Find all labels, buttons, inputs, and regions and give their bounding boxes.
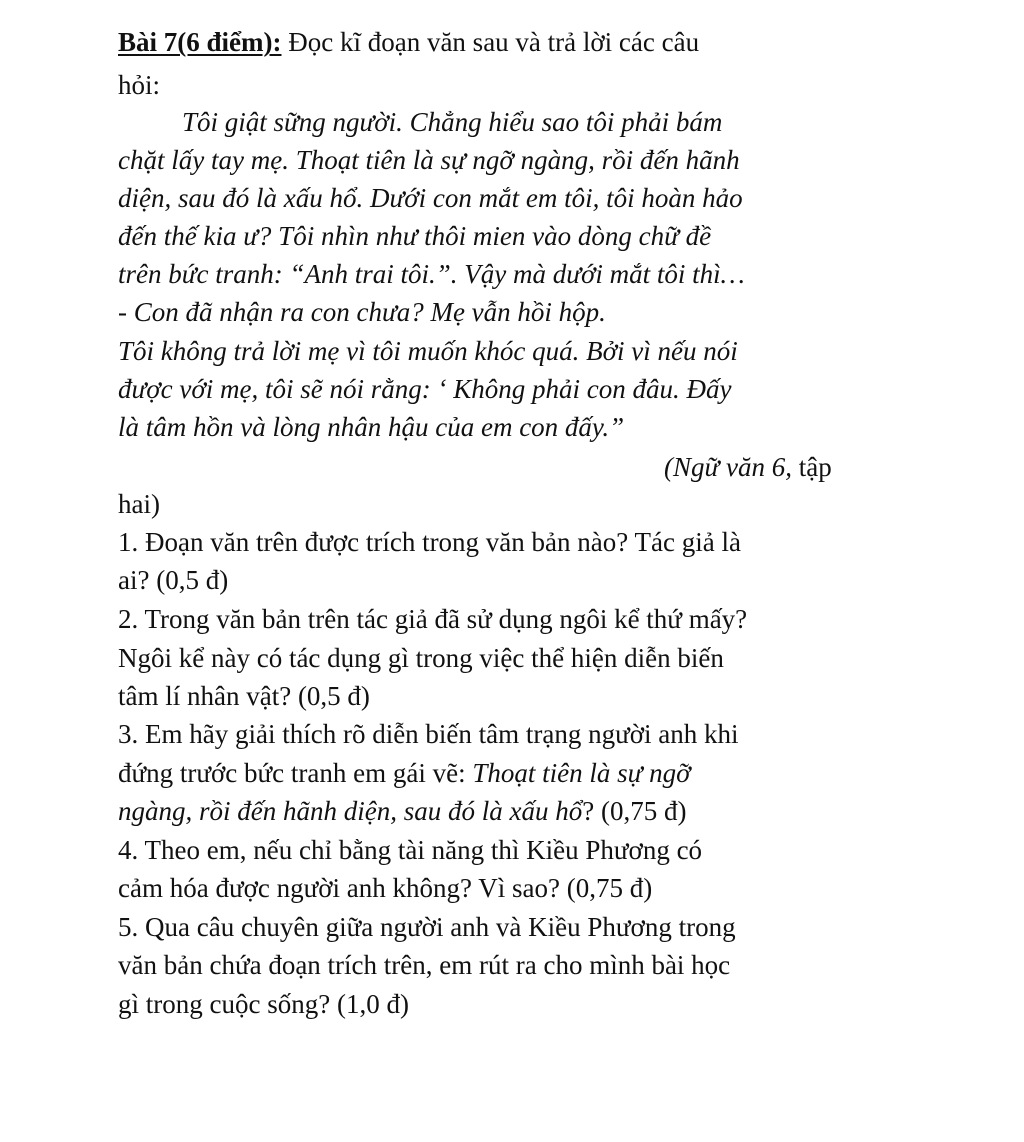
passage-dialogue-line: - Con đã nhận ra con chưa? Mẹ vẫn hồi hộp.: [118, 297, 606, 327]
exercise-heading-continuation: hỏi:: [118, 70, 161, 100]
passage-source: [664, 449, 832, 485]
question-3-quote: Thoạt tiên là sự ngỡ: [472, 758, 691, 788]
question-1-line: 1. Đoạn văn trên được trích trong văn bản nào? Tác giả là: [118, 527, 741, 557]
question-5-line: gì trong cuộc sống? (1,0 đ): [118, 989, 409, 1019]
passage-line: chặt lấy tay mẹ. Thoạt tiên là sự ngỡ ngàng, rồi đến hãnh: [118, 145, 740, 175]
passage-line: trên bức tranh: “Anh trai tôi.”. Vậy mà dưới mắt tôi thì…: [118, 259, 745, 289]
passage-line: được với mẹ, tôi sẽ nói rằng: ‘ Không phải con đâu. Đấy: [118, 374, 732, 404]
passage-line: đến thế kia ư? Tôi nhìn như thôi mien vào dòng chữ đề: [118, 221, 712, 251]
question-3-line: [118, 793, 686, 829]
question-3-plain-text: đứng trước bức tranh em gái vẽ:: [118, 758, 473, 788]
question-4-line: 4. Theo em, nếu chỉ bằng tài năng thì Kiều Phương có: [118, 835, 703, 865]
passage-source-continuation: hai): [118, 489, 160, 519]
source-book-title: (Ngữ văn 6,: [664, 452, 792, 482]
question-3-quote: ngàng, rồi đến hãnh diện, sau đó là xấu hổ: [118, 796, 583, 826]
passage-line: diện, sau đó là xấu hổ. Dưới con mắt em tôi, tôi hoàn hảo: [118, 183, 743, 213]
source-volume: tập: [791, 452, 832, 482]
passage-line: Tôi giật sững người. Chẳng hiểu sao tôi phải bám: [182, 107, 723, 137]
passage-line: Tôi không trả lời mẹ vì tôi muốn khóc quá. Bởi vì nếu nói: [118, 336, 738, 366]
question-5-line: 5. Qua câu chuyên giữa người anh và Kiều Phương trong: [118, 912, 736, 942]
question-3-line: [118, 755, 690, 791]
question-4-line: cảm hóa được người anh không? Vì sao? (0,75 đ): [118, 873, 653, 903]
passage-line: là tâm hồn và lòng nhân hậu của em con đấy.”: [118, 412, 625, 442]
question-2-line: 2. Trong văn bản trên tác giả đã sử dụng ngôi kể thứ mấy?: [118, 604, 748, 634]
exercise-label: Bài 7(6 điểm):: [118, 27, 282, 57]
question-5-line: văn bản chứa đoạn trích trên, em rút ra cho mình bài học: [118, 950, 731, 980]
exercise-instruction: Đọc kĩ đoạn văn sau và trả lời các câu: [281, 27, 700, 57]
exercise-heading: [118, 24, 699, 60]
question-3-line: 3. Em hãy giải thích rõ diễn biến tâm trạng người anh khi: [118, 719, 739, 749]
question-1-line: ai? (0,5 đ): [118, 565, 229, 595]
question-2-line: tâm lí nhân vật? (0,5 đ): [118, 681, 370, 711]
question-2-line: Ngôi kể này có tác dụng gì trong việc thể hiện diễn biến: [118, 643, 724, 673]
question-3-score: ? (0,75 đ): [582, 796, 687, 826]
